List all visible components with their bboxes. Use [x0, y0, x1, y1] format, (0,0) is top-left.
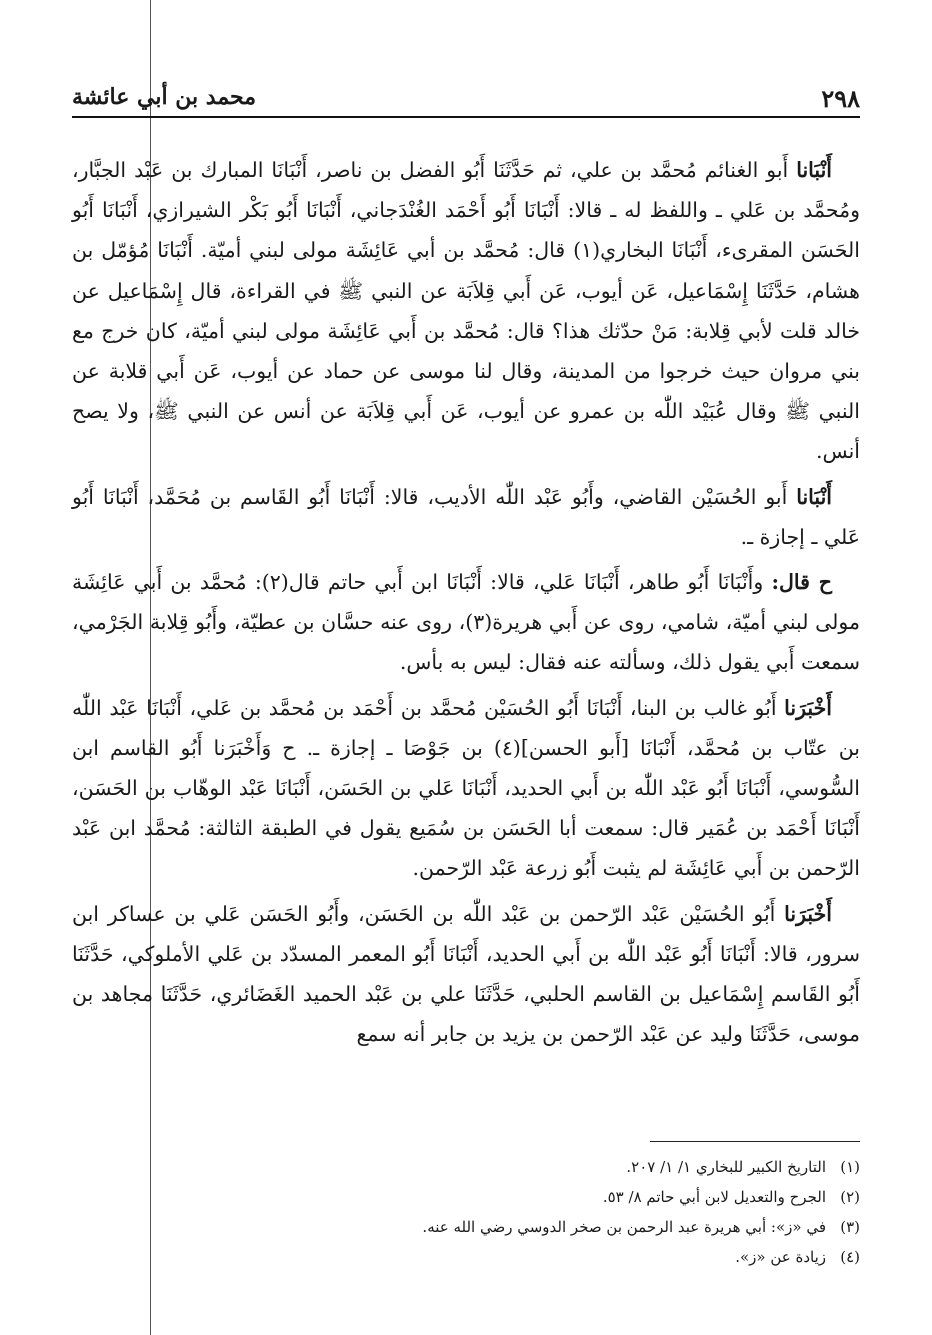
main-text	[72, 150, 860, 1059]
running-title: محمد بن أبي عائشة	[72, 84, 257, 110]
paragraph-lead: أَخْبَرَنا	[784, 695, 832, 720]
footnote	[72, 1152, 860, 1182]
footnote	[72, 1242, 860, 1272]
paragraph	[72, 477, 860, 557]
page-number: ٢٩٨	[821, 84, 860, 113]
footnotes	[72, 1152, 860, 1272]
paragraph-text: وأَنْبَانَا أَبُو طاهر، أَنْبَانَا عَلي، قالا: أَنْبَانَا ابن أَبي حاتم قال(٢): مُحمَّد بن أَبي عَائِشَة مولى لبني أميّة، شامي، روى عن أَبي هريرة(٣)، روى عنه حسَّان بن عطيّة، وأَبُو قِلابة الجَرْمي، سمعت أَبي يقول ذلك، وسألته عنه فقال: ليس به بأس.	[72, 570, 860, 675]
footnote-number: (٢)	[840, 1188, 860, 1206]
paragraph-lead: أَنْبَانا	[796, 158, 832, 182]
footnote-number: (٣)	[840, 1218, 860, 1236]
footnote	[72, 1182, 860, 1212]
paragraph-lead: أَنْبَانا	[796, 484, 832, 509]
paragraph	[72, 688, 860, 889]
paragraph-text: أَبُو الحُسَيْن عَبْد الرّحمن بن عَبْد اللّٰه بن الحَسَن، وأَبُو الحَسَن عَلي بن عساكر ابن سرور، قالا: أَنْبَانَا أَبُو عَبْد اللّٰه بن أَبي الحديد، أَنْبَانَا أَبُو المعمر المسدّد بن عَلي الأملوكي، حَدَّثَنَا أَبُو القَاسم إِسْمَاعيل بن القاسم الحلبي، حَدَّثَنَا علي بن عَبْد الحميد الغَضَائري، حَدَّثَنَا مجاهد بن موسى، حَدَّثَنَا وليد عن عَبْد الرّحمن بن يزيد بن جابر أنه سمع	[72, 901, 860, 1047]
footnote-text: الجرح والتعديل لابن أبي حاتم ٨/ ٥٣.	[602, 1188, 826, 1206]
footnote-text: زيادة عن «ز».	[735, 1248, 826, 1266]
paragraph	[72, 894, 860, 1055]
footnote-text: التاريخ الكبير للبخاري ١/ ١/ ٢٠٧.	[626, 1158, 826, 1176]
paragraph	[72, 562, 860, 683]
footnote	[72, 1212, 860, 1242]
paragraph-text: أَبُو غالب بن البنا، أَنْبَانَا أَبُو الحُسَيْن مُحمَّد بن أَحْمَد بن مُحمَّد بن عَلي، أَنْبَانَا عَبْد اللّٰه بن عتّاب بن مُحمَّد، أَنْبَانَا [أَبو الحسن](٤) بن جَوْصَا ـ إجازة ـ. ح وَأَخْبَرَنا أَبُو القاسم ابن السُّوسي، أَنْبَانَا أَبُو عَبْد اللّٰه بن أَبي الحديد، أَنْبَانَا عَلي بن الحَسَن، أَنْبَانَا عَبْد الوهّاب بن الحَسَن، أَنْبَانَا أَحْمَد بن عُمَير قال: سمعت أبا الحَسَن بن سُمَيع يقول في الطبقة الثالثة: مُحمَّد ابن عَبْد الرّحمن بن أَبي عَائِشَة لم يثبت أَبُو زرعة عَبْد الرّحمن.	[72, 695, 860, 881]
footnote-text: في «ز»: أبي هريرة عبد الرحمن بن صخر الدوسي رضي الله عنه.	[422, 1218, 826, 1236]
paragraph	[72, 150, 860, 472]
paragraph-text: أَبو الغنائم مُحمَّد بن علي، ثم حَدَّثَنَا أَبُو الفضل بن ناصر، أَنْبَانَا المبارك بن عَبْد الجبَّار، ومُحمَّد بن عَلي ـ واللفظ له ـ قالا: أَنْبَانَا أَبُو أَحْمَد الغُنْدَجاني، أَنْبَانَا أَبُو بَكْر الشيرازي، أَنْبَانَا أَبُو الحَسَن المقرىء، أَنْبَانَا البخاري(١) قال: مُحمَّد بن أبي عَائِشَة مولى لبني أميّة. أَنْبَانَا مُؤمّل بن هشام، حَدَّثَنَا إِسْمَاعيل، عَن أيوب، عَن أَبي قِلاَبَة عن النبي ﷺ في القراءة، قال إِسْمَاعيل عن خالد قلت لأبي قِلابة: مَنْ حدّثك هذا؟ قال: مُحمَّد بن أَبي عَائِشَة مولى لبني أميّة، كان خرج مع بني مروان حيث خرجوا من المدينة، وقال لنا موسى عن حماد عن أيوب، عَن أَبي قلابة عن النبي ﷺ وقال عُبَيْد اللّٰه بن عمرو عن أيوب، عَن أَبي قِلاَبَة عن أنس عن النبي ﷺ، ولا يصح أنس.	[72, 158, 860, 464]
page-header	[72, 84, 860, 118]
footnote-number: (١)	[840, 1158, 860, 1176]
footnote-number: (٤)	[840, 1248, 860, 1266]
paragraph-text: أَبو الحُسَيْن القاضي، وأَبُو عَبْد اللّٰه الأديب، قالا: أَنْبَانَا أَبُو القَاسم بن مُحَمَّد، أَنْبَانَا أَبُو عَلي ـ إجازة ـ.	[72, 484, 860, 549]
paragraph-lead: أَخْبَرَنا	[784, 901, 832, 926]
paragraph-lead: ح قال:	[771, 570, 832, 595]
footnote-divider	[650, 1141, 860, 1142]
